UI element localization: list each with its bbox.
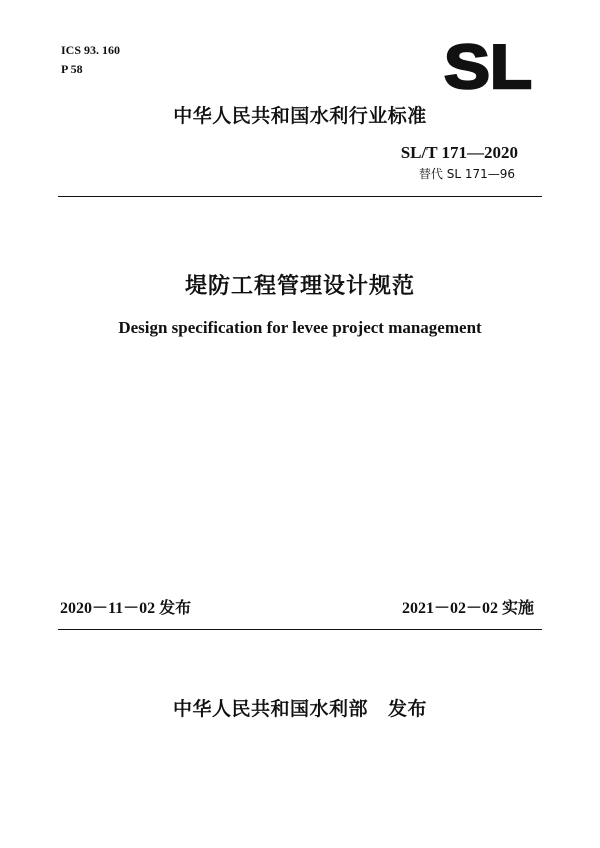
issue-date [60, 598, 191, 619]
sl-logo [443, 36, 533, 96]
document-title: 堤防工程管理设计规范 [184, 274, 415, 299]
publisher-action: 发布 [388, 698, 428, 720]
standard-category: 中华人民共和国水利行业标准 [173, 105, 427, 127]
implementation-label: 实施 [501, 598, 534, 617]
logo-text: SL [444, 36, 532, 96]
implementation-date [402, 598, 534, 619]
implementation-date-value: 2021－02－02 [401, 600, 498, 617]
top-divider [58, 196, 542, 197]
issue-label: 发布 [159, 598, 192, 617]
issue-date-value: 2020－11－02 [60, 600, 156, 617]
classification-code: P 58 [61, 62, 83, 76]
publisher [0, 697, 600, 721]
ics-code: ICS 93. 160 [61, 43, 121, 57]
standard-number: SL/T 171—2020 [400, 143, 518, 162]
bottom-divider [58, 629, 542, 630]
publisher-name: 中华人民共和国水利部 [172, 698, 368, 720]
document-subtitle-english: Design specification for levee project management [118, 318, 482, 337]
replaces-note: 替代 SL 171—96 [418, 167, 515, 181]
